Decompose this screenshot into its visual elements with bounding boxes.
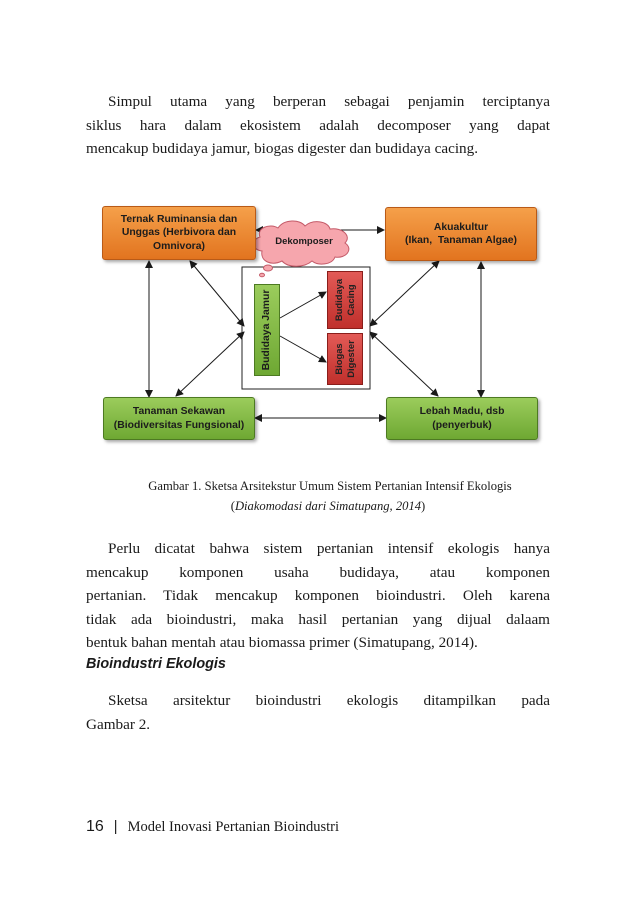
arrow-tanaman-decomposer <box>176 332 244 396</box>
caption-paren-close: ) <box>421 499 426 513</box>
node-akuakultur <box>385 207 537 261</box>
caption-source-text: Diakomodasi dari Simatupang, 2014 <box>234 499 422 513</box>
node-cacing-line1: Budidaya <box>333 278 344 322</box>
node-ternak-line1: Ternak Ruminansia dan <box>120 213 238 225</box>
paragraph-line: Sketsa arsitektur bioindustri ekologis ditampilkan pada <box>108 692 550 709</box>
node-jamur-label: Budidaya Jamur <box>261 289 272 371</box>
node-budidaya-jamur <box>254 284 280 376</box>
node-lebah <box>386 397 538 440</box>
paragraph-line: Gambar 2. <box>86 715 151 733</box>
decomposer-cloud <box>253 221 348 277</box>
paragraph-line: siklus hara dalam ekosistem adalah decomposer yang dapat <box>86 116 550 134</box>
figure-caption <box>86 476 556 516</box>
caption-source <box>86 496 556 516</box>
node-biogas-line1: Biogas <box>333 343 344 375</box>
caption-title: Gambar 1. Sketsa Arsitekstur Umum Sistem Pertanian Intensif Ekologis <box>148 479 512 493</box>
cloud-label: Dekomposer <box>275 236 333 247</box>
caption-paren-open: ( <box>230 499 235 513</box>
paragraph-sketch <box>86 689 550 736</box>
arrow-jamur-biogas <box>280 336 326 362</box>
arrow-akuakultur-decomposer <box>370 261 439 326</box>
paragraph-line: tidak ada bioindustri, maka hasil pertanian yang dijual dalaam <box>86 610 550 628</box>
arrow-lebah-decomposer <box>370 332 438 396</box>
node-biogas-line2: Digester <box>345 340 356 378</box>
arrow-ternak-decomposer <box>190 261 244 326</box>
book-title: Model Inovasi Pertanian Bioindustri <box>127 819 340 835</box>
node-tanaman-line2: (Biodiversitas Fungsional) <box>113 419 245 431</box>
arrow-jamur-cacing <box>280 292 326 318</box>
node-ternak <box>102 206 256 260</box>
node-ternak-line3: Omnivora) <box>153 240 205 252</box>
paragraph-line: pertanian. Tidak mencakup komponen bioindustri. Oleh karena <box>86 587 550 604</box>
node-biogas-digester <box>327 333 363 385</box>
page-footer <box>86 818 339 836</box>
node-tanaman <box>103 397 255 440</box>
paragraph-note <box>86 537 550 655</box>
node-tanaman-line1: Tanaman Sekawan <box>132 406 226 417</box>
paragraph-line: bentuk bahan mentah atau biomassa primer (Simatupang, 2014). <box>86 634 478 651</box>
paragraph-line: mencakup komponen usaha budidaya, atau komponen <box>86 563 550 581</box>
node-lebah-line1: Lebah Madu, dsb <box>419 406 505 417</box>
paragraph-line: Perlu dicatat bahwa sistem pertanian intensif ekologis hanya <box>108 540 550 557</box>
node-cacing-line2: Cacing <box>345 284 356 316</box>
node-lebah-line2: (penyerbuk) <box>432 419 492 431</box>
page-number: 16 <box>86 818 104 835</box>
paragraph-line: mencakup budidaya jamur, biogas digester dan budidaya cacing. <box>86 140 479 157</box>
section-heading: Bioindustri Ekologis <box>86 656 226 672</box>
node-akuakultur-line1: Akuakultur <box>433 221 489 233</box>
node-ternak-line2: Unggas (Herbivora dan <box>121 227 237 239</box>
node-akuakultur-line2: (Ikan, Tanaman Algae) <box>404 235 517 246</box>
node-budidaya-cacing <box>327 271 363 329</box>
footer-separator: | <box>113 819 118 835</box>
paragraph-line: Simpul utama yang berperan sebagai penjamin terciptanya <box>108 93 550 110</box>
